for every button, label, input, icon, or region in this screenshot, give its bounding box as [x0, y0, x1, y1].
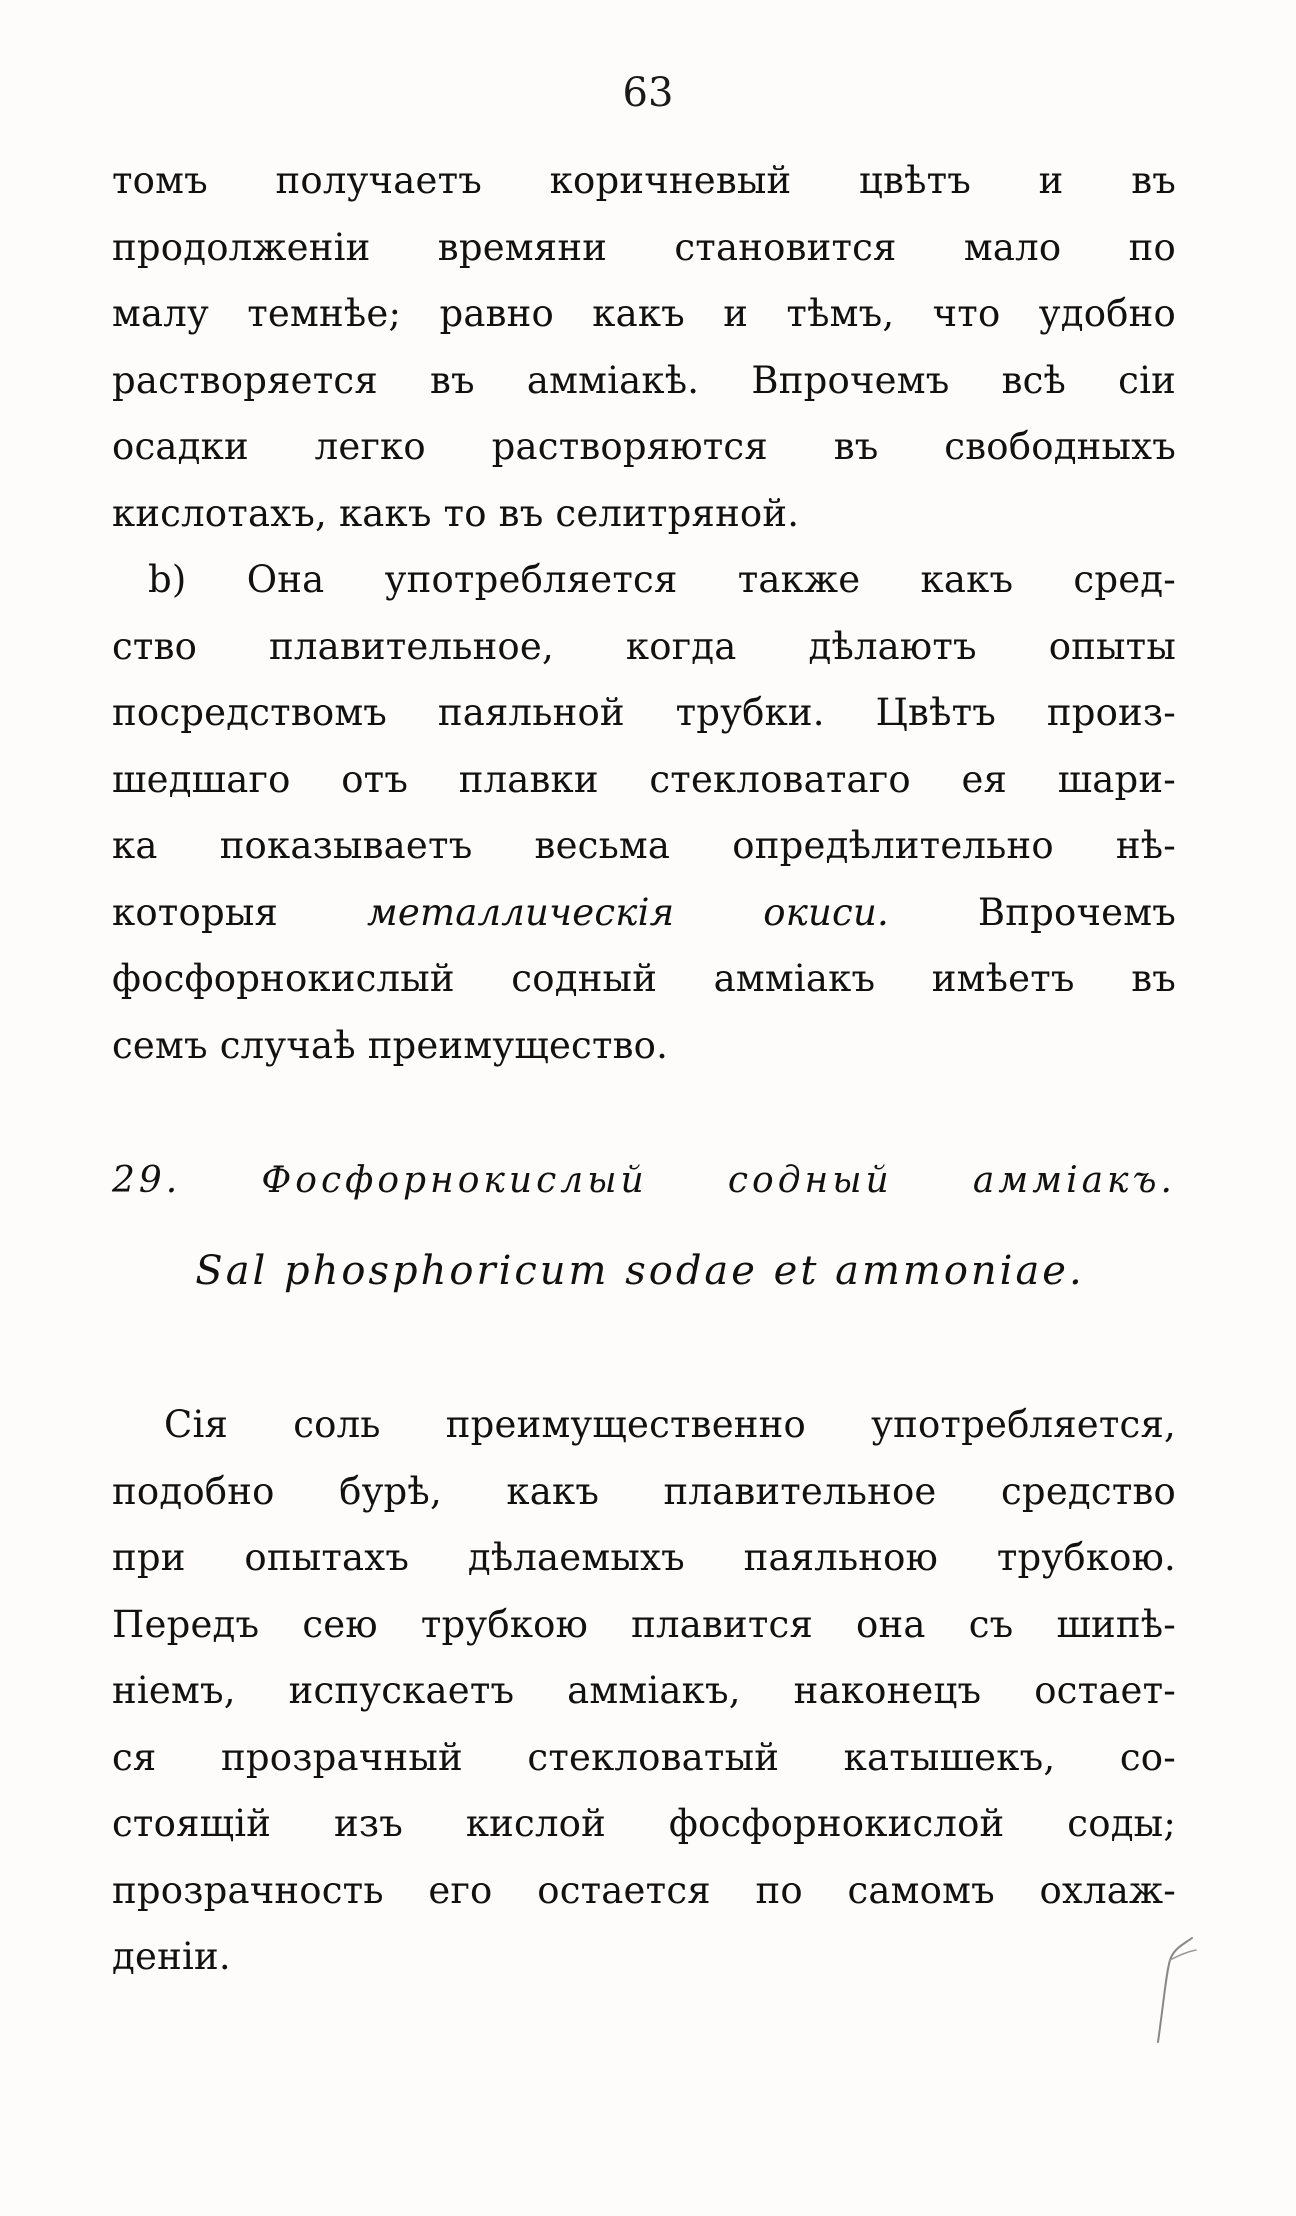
text-line: Сія соль преимущественно употребляется,: [164, 1403, 1176, 1446]
text-line: при опытахъ дѣлаемыхъ паяльною трубкою.: [112, 1536, 1176, 1579]
text-line: растворяется въ амміакѣ. Впрочемъ всѣ сіи: [112, 358, 1176, 402]
latin-title: Sal phosphoricum sodae et ammoniae.: [195, 1248, 1085, 1294]
text-line: томъ получаетъ коричневый цвѣтъ и въ: [112, 159, 1176, 202]
text-line: продолженіи времяни становится мало по: [112, 225, 1176, 269]
text-line: ся прозрачный стекловатый катышекъ, со-: [112, 1735, 1176, 1779]
text-line: стоящій изъ кислой фосфорнокислой соды;: [112, 1802, 1176, 1845]
pencil-mark: [1144, 1930, 1204, 2050]
text-line: шедшаго отъ плавки стекловатаго ея шари-: [112, 757, 1176, 801]
text-line: посредствомъ паяльной трубки. Цвѣтъ произ-: [112, 691, 1176, 734]
text-line: кислотахъ, какъ то въ селитряной.: [112, 491, 800, 535]
text-line: семъ случаѣ преимущество.: [112, 1023, 669, 1067]
text-line-with-italic: [112, 880, 1176, 947]
text-line: деніи.: [112, 1935, 231, 1978]
paragraph-continuation: [112, 148, 1176, 547]
italic-term: металлическія окиси.: [366, 890, 889, 934]
text-line: осадки легко растворяются въ свободныхъ: [112, 425, 1176, 468]
text-line: подобно бурѣ, какъ плавительное средство: [112, 1469, 1176, 1513]
text-line: ніемъ, испускаетъ амміакъ, наконецъ остает-: [112, 1669, 1176, 1712]
text-line: b) Она употребляется также какъ сред-: [148, 558, 1176, 601]
text-line: малу темнѣе; равно какъ и тѣмъ, что удобно: [112, 292, 1176, 335]
text-run: Впрочемъ: [888, 890, 1176, 934]
text-line: Передъ сею трубкою плавится она съ шипѣ-: [112, 1602, 1176, 1646]
paragraph-section-body: [112, 1392, 1176, 1991]
text-line: ка показываетъ весьма опредѣлительно нѣ-: [112, 824, 1176, 867]
page-number: 63: [622, 70, 674, 116]
text-run: которыя: [112, 890, 367, 934]
text-line: прозрачность его остается по самомъ охлаж-: [112, 1868, 1176, 1912]
paragraph-b: [112, 547, 1176, 1079]
section-heading: 29. Фосфорнокислый содный амміакъ.: [112, 1160, 1176, 1201]
text-line: ство плавительное, когда дѣлаютъ опыты: [112, 624, 1176, 668]
text-line: фосфорнокислый содный амміакъ имѣетъ въ: [112, 957, 1176, 1000]
